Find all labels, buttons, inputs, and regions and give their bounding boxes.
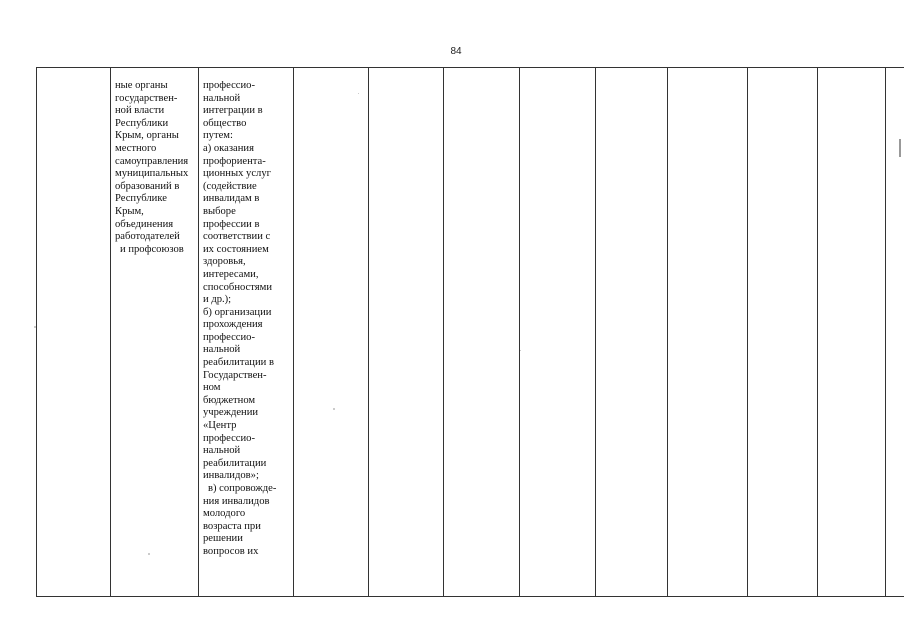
document-table (36, 67, 904, 597)
table-cell-col-5 (369, 68, 444, 597)
text-line: общество (203, 117, 247, 129)
table-cell-col-9 (668, 68, 748, 597)
text-line: местного (115, 142, 157, 154)
text-line: реабилитации (203, 457, 267, 469)
text-line: ния инвалидов (203, 495, 270, 507)
text-line: профориента- (203, 155, 266, 167)
text-line: молодого (203, 508, 246, 520)
text-line: учреждении (203, 407, 259, 419)
organizations-text (111, 68, 198, 256)
text-line: и профсоюзов (120, 243, 184, 255)
text-line: государствен- (115, 92, 178, 104)
text-line: и др.); (203, 294, 232, 306)
text-line: (содействие (203, 180, 257, 192)
text-line: профессио- (203, 331, 255, 343)
text-line: Крым, органы (115, 130, 179, 142)
text-line: профессии в (203, 218, 260, 230)
text-line: здоровья, (203, 256, 246, 268)
text-line: прохождения (203, 319, 263, 331)
text-line: ном (203, 382, 221, 394)
text-line: профессио- (203, 432, 255, 444)
text-line: Государствен- (203, 369, 267, 381)
table-cell-col-12 (886, 68, 904, 597)
text-line: Республики (115, 117, 169, 129)
text-line: «Центр (203, 420, 237, 432)
table-cell-col-11 (818, 68, 886, 597)
table-cell-measures (199, 68, 294, 597)
scan-speck (520, 350, 521, 351)
table-cell-col-10 (748, 68, 818, 597)
text-line: интеграции в (203, 105, 263, 117)
text-line: интересами, (203, 268, 259, 280)
text-line: нальной (203, 92, 241, 104)
text-line: решении (203, 533, 243, 545)
table-cell-col-8 (596, 68, 668, 597)
text-line: способностями (203, 281, 272, 293)
text-line: ционных услуг (203, 168, 271, 180)
text-line: выборе (203, 205, 236, 217)
text-line: Республике (115, 193, 167, 205)
text-line: Крым, (115, 205, 144, 217)
measures-text (199, 68, 293, 559)
text-line: в) сопровожде- (208, 483, 277, 494)
text-line: ной власти (115, 105, 165, 117)
text-line: соответствии с (203, 231, 271, 243)
scan-speck (358, 93, 359, 94)
text-line: нальной (203, 344, 241, 356)
text-line: самоуправления (115, 155, 189, 167)
text-line: работодателей (115, 231, 180, 243)
text-line: а) оказания (203, 142, 254, 154)
text-line: инвалидов»; (203, 470, 259, 482)
text-line: объединения (115, 218, 174, 230)
page-number: 84 (450, 46, 462, 57)
table-cell-col-1 (37, 68, 111, 597)
text-line: реабилитации в (203, 357, 274, 369)
scan-speck (148, 553, 150, 555)
text-line: нальной (203, 445, 241, 457)
table-cell-col-6 (444, 68, 520, 597)
scan-speck (333, 408, 335, 410)
text-line: инвалидам в (203, 193, 260, 205)
text-line: муниципальных (115, 168, 189, 180)
table-cell-organizations (111, 68, 199, 597)
text-line: их состоянием (203, 243, 269, 255)
scan-speck (34, 326, 36, 328)
text-line: вопросов их (203, 545, 259, 557)
table-cell-col-7 (520, 68, 596, 597)
text-line: возраста при (203, 520, 261, 532)
text-line: путем: (203, 130, 233, 142)
text-line: бюджетном (203, 394, 256, 406)
text-line: профессио- (203, 80, 255, 91)
scan-edge-mark (899, 139, 901, 157)
text-line: ные органы (115, 80, 168, 91)
table-row (37, 68, 904, 597)
text-line: б) организации (203, 306, 272, 318)
text-line: образований в (115, 180, 180, 192)
table-cell-col-4 (294, 68, 369, 597)
